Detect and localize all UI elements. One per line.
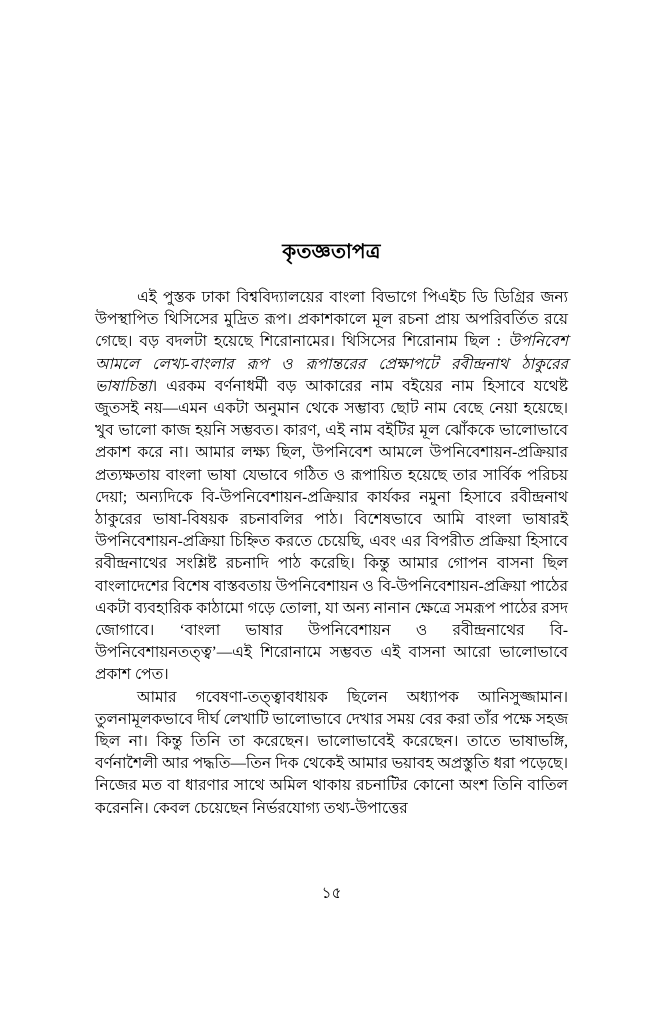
body-paragraph: [95, 287, 568, 687]
text-run: আমার গবেষণা-তত্ত্বাবধায়ক ছিলেন অধ্যাপক আনিসুজ্জামান। তুলনামূলকভাবে দীর্ঘ লেখাটি ভালোভাবে দেখার সময় বের করা তাঁর পক্ষে সহজ ছিল না। কিন্তু তিনি তা করেছেন। ভালোভাবেই করেছেন। তাতে ভাষাভঙ্গি, বর্ণনাশৈলী আর পদ্ধতি—তিন দিক থেকেই আমার ভয়াবহ অপ্রস্তুতি ধরা পড়েছে। নিজের মত বা ধারণার সাথে অমিল থাকায় রচনাটির কোনো অংশ তিনি বাতিল করেননি। কেবল চেয়েছেন নির্ভরযোগ্য তথ্য-উপাত্তের: [95, 688, 568, 817]
text-run: এই পুস্তক ঢাকা বিশ্ববিদ্যালয়ের বাংলা বিভাগে পিএইচ ডি ডিগ্রির জন্য উপস্থাপিত থিসিসের মুদ্রিত রূপ। প্রকাশকালে মূল রচনা প্রায় অপরিবর্তিত রয়ে গেছে। বড় বদলটা হয়েছে শিরোনামের। থিসিসের শিরোনাম ছিল :: [95, 289, 568, 351]
italic-run: উপনিবেশ আমলে লেখ্য-বাংলার রূপ ও রূপান্তরের প্রেক্ষাপটে রবীন্দ্রনাথ ঠাকুরের ভাষাচিন্তা: [95, 333, 568, 395]
body-paragraph: [95, 687, 568, 820]
page-number: ১৫: [321, 885, 342, 902]
text-run: । এরকম বর্ণনাধর্মী বড় আকারের নাম বইয়ের নাম হিসাবে যথেষ্ট জুতসই নয়—এমন একটা অনুমান থেকে সম্ভাব্য ছোট নাম বেছে নেয়া হয়েছে। খুব ভালো কাজ হয়নি সম্ভবত। কারণ, এই নাম বইটির মূল ঝোঁককে ভালোভাবে প্রকাশ করে না। আমার লক্ষ্য ছিল, উপনিবেশ আমলে উপনিবেশায়ন-প্রক্রিয়ার প্রত্যক্ষতায় বাংলা ভাষা যেভাবে গঠিত ও রূপায়িত হয়েছে তার সার্বিক পরিচয় দেয়া; অন্যদিকে বি-উপনিবেশায়ন-প্রক্রিয়ার কার্যকর নমুনা হিসাবে রবীন্দ্রনাথ ঠাকুরের ভাষা-বিষয়ক রচনাবলির পাঠ। বিশেষভাবে আমি বাংলা ভাষারই উপনিবেশায়ন-প্রক্রিয়া চিহ্নিত করতে চেয়েছি, এবং এর বিপরীত প্রক্রিয়া হিসাবে রবীন্দ্রনাথের সংশ্লিষ্ট রচনাদি পাঠ করেছি। কিন্তু আমার গোপন বাসনা ছিল বাংলাদেশের বিশেষ বাস্তবতায় উপনিবেশায়ন ও বি-উপনিবেশায়ন-প্রক্রিয়া পাঠের একটা ব্যবহারিক কাঠামো গড়ে তোলা, যা অন্য নানান ক্ষেত্রে সমরূপ পাঠের রসদ জোগাবে। ‘বাংলা ভাষার উপনিবেশায়ন ও রবীন্দ্রনাথের বি-উপনিবেশায়নতত্ত্ব’—এই শিরোনামে সম্ভবত এই বাসনা আরো ভালোভাবে প্রকাশ পেত।: [95, 377, 568, 684]
text-column: [95, 240, 568, 820]
page-title: কৃতজ্ঞতাপত্র: [282, 241, 381, 263]
